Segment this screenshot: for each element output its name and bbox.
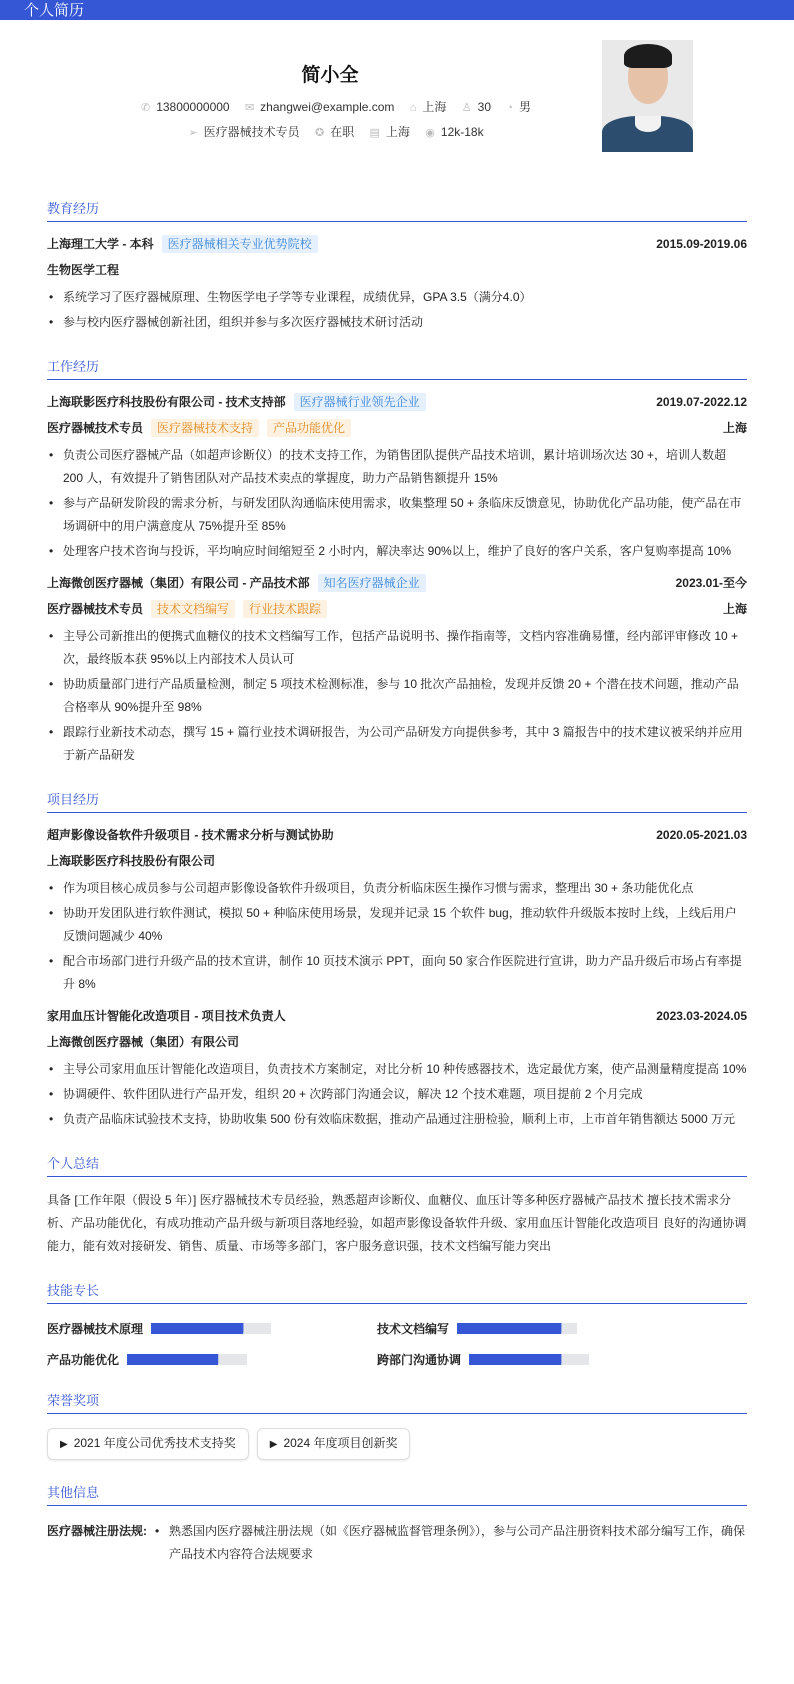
skill-tag: 技术文档编写 bbox=[151, 600, 235, 618]
date: 2015.09-2019.06 bbox=[656, 237, 747, 251]
section-title: 教育经历 bbox=[47, 198, 747, 222]
skill-name: 医疗器械技术原理 bbox=[47, 1322, 144, 1336]
section-title: 项目经历 bbox=[47, 789, 747, 813]
school: 上海理工大学 - 本科 bbox=[47, 237, 154, 251]
salary: 12k-18k bbox=[440, 125, 484, 139]
skill-item bbox=[47, 1351, 377, 1368]
age: 30 bbox=[477, 100, 492, 114]
summary-text: 具备 [工作年限（假设 5 年）] 医疗器械技术专员经验，熟悉超声诊断仪、血糖仪、血压计等多种医疗器械产品技术 擅长技术需求分析、产品功能优化，有成功推动产品升级与新项目落地经验，如超声影像设备软件升级、家用血压计智能化改造项目 良好的沟通协调能力，能有效对接研发、销售、质量、市场等多部门，客户服务意识强，技术文档编写能力突出 bbox=[47, 1193, 747, 1253]
list-item: • 作为项目核心成员参与公司超声影像设备软件升级项目，负责分析临床医生操作习惯与需求，整理出 30 + 条功能优化点 bbox=[47, 877, 747, 900]
company-tag: 知名医疗器械企业 bbox=[318, 574, 426, 592]
role: 医疗器械技术专员 bbox=[47, 602, 144, 616]
phone: 13800000000 bbox=[156, 100, 230, 114]
list-item: • 协调硬件、软件团队进行产品开发，组织 20 + 次跨部门沟通会议，解决 12 个技术难题，项目提前 2 个月完成 bbox=[47, 1083, 747, 1106]
gender-icon: ◔ bbox=[506, 102, 514, 114]
skill-level-fill bbox=[469, 1354, 561, 1365]
skill-level-fill bbox=[457, 1323, 561, 1334]
email: zhangwei@example.com bbox=[260, 100, 395, 114]
company: 上海联影医疗科技股份有限公司 - 技术支持部 bbox=[47, 395, 286, 409]
list-item: • 参与产品研发阶段的需求分析，与研发团队沟通临床使用需求，收集整理 50 + 条临床反馈意见，协助优化产品功能，使产品在市场调研中的用户满意度从 75%提升至 85% bbox=[47, 492, 747, 538]
skill-tag: 医疗器械技术支持 bbox=[151, 419, 259, 437]
location: 上海 bbox=[722, 421, 747, 435]
school-tag: 医疗器械相关专业优势院校 bbox=[162, 235, 318, 253]
list-item: • 配合市场部门进行升级产品的技术宣讲，制作 10 页技术演示 PPT，面向 50 家合作医院进行宣讲，助力产品升级后市场占有率提升 8% bbox=[47, 950, 747, 996]
building-icon: ▤ bbox=[369, 127, 380, 139]
date: 2020.05-2021.03 bbox=[656, 828, 747, 842]
section-title: 其他信息 bbox=[47, 1482, 747, 1506]
list-item: • 负责公司医疗器械产品（如超声诊断仪）的技术支持工作，为销售团队提供产品技术培训，累计培训场次达 30 +，培训人数超 200 人，有效提升了销售团队对产品技术卖点的掌握度，助力产品销售额提升 15% bbox=[47, 444, 747, 490]
gender: 男 bbox=[519, 100, 532, 114]
other-label: 医疗器械注册法规: bbox=[47, 1524, 147, 1538]
skill-name: 跨部门沟通协调 bbox=[377, 1353, 462, 1367]
work-item bbox=[47, 573, 747, 767]
work-section bbox=[47, 356, 747, 767]
skill-item bbox=[377, 1351, 697, 1368]
list-item: • 协助开发团队进行软件测试，模拟 50 + 种临床使用场景，发现并记录 15 个软件 bug，推动软件升级版本按时上线，上线后用户反馈问题减少 40% bbox=[47, 902, 747, 948]
contact-row bbox=[0, 98, 660, 115]
phone-icon: ✆ bbox=[140, 102, 151, 114]
list-item: • 主导公司家用血压计智能化改造项目，负责技术方案制定，对比分析 10 种传感器技术，选定最优方案，使产品测量精度提高 10% bbox=[47, 1058, 747, 1081]
awards-section bbox=[47, 1390, 747, 1460]
other-text: • 熟悉国内医疗器械注册法规（如《医疗器械监督管理条例》），参与公司产品注册资料技术部分编写工作，确保产品技术内容符合法规要求 bbox=[147, 1520, 747, 1566]
city: 上海 bbox=[422, 100, 447, 114]
triangle-right-icon: ▶ bbox=[269, 1439, 278, 1450]
award-item[interactable] bbox=[257, 1428, 411, 1460]
other-section bbox=[47, 1482, 747, 1566]
list-item: • 系统学习了医疗器械原理、生物医学电子学等专业课程，成绩优异，GPA 3.5（满分4.0） bbox=[47, 286, 747, 309]
skills-section bbox=[47, 1280, 747, 1368]
job-intent-row bbox=[0, 123, 660, 140]
project-company: 上海联影医疗科技股份有限公司 bbox=[47, 854, 216, 868]
top-bar bbox=[0, 0, 794, 20]
date: 2019.07-2022.12 bbox=[656, 395, 747, 409]
skill-item bbox=[47, 1320, 377, 1337]
list-item: • 协助质量部门进行产品质量检测，制定 5 项技术检测标准，参与 10 批次产品抽检，发现并反馈 20 + 个潜在技术问题，推动产品合格率从 90%提升至 98% bbox=[47, 673, 747, 719]
section-title: 个人总结 bbox=[47, 1153, 747, 1177]
skill-level-bar bbox=[127, 1354, 247, 1365]
projects-section bbox=[47, 789, 747, 1131]
avatar-photo bbox=[602, 40, 693, 152]
work-item bbox=[47, 392, 747, 563]
role: 医疗器械技术专员 bbox=[47, 421, 144, 435]
location: 上海 bbox=[722, 602, 747, 616]
section-title: 技能专长 bbox=[47, 1280, 747, 1304]
skill-level-fill bbox=[151, 1323, 243, 1334]
project-company: 上海微创医疗器械（集团）有限公司 bbox=[47, 1035, 240, 1049]
profile-header bbox=[0, 20, 794, 170]
page-title: 个人简历 bbox=[24, 2, 85, 19]
list-item: • 跟踪行业新技术动态，撰写 15 + 篇行业技术调研报告，为公司产品研发方向提供参考，其中 3 篇报告中的技术建议被采纳并应用于新产品研发 bbox=[47, 721, 747, 767]
summary-section bbox=[47, 1153, 747, 1258]
skill-level-bar bbox=[151, 1323, 271, 1334]
status-icon: ✪ bbox=[314, 127, 325, 139]
date: 2023.03-2024.05 bbox=[656, 1009, 747, 1023]
project-name: 超声影像设备软件升级项目 - 技术需求分析与测试协助 bbox=[47, 828, 334, 842]
section-title: 荣誉奖项 bbox=[47, 1390, 747, 1414]
target-position: 医疗器械技术专员 bbox=[203, 125, 300, 139]
company-tag: 医疗器械行业领先企业 bbox=[294, 393, 426, 411]
candidate-name: 简小全 bbox=[301, 65, 359, 86]
project-name: 家用血压计智能化改造项目 - 项目技术负责人 bbox=[47, 1009, 286, 1023]
target-city: 上海 bbox=[385, 125, 410, 139]
list-item: • 参与校内医疗器械创新社团，组织并参与多次医疗器械技术研讨活动 bbox=[47, 311, 747, 334]
job-status: 在职 bbox=[330, 125, 355, 139]
section-title: 工作经历 bbox=[47, 356, 747, 380]
award-label: 2021 年度公司优秀技术支持奖 bbox=[73, 1436, 236, 1450]
email-icon: ✉ bbox=[244, 102, 255, 114]
company: 上海微创医疗器械（集团）有限公司 - 产品技术部 bbox=[47, 576, 310, 590]
skill-tag: 产品功能优化 bbox=[267, 419, 351, 437]
award-label: 2024 年度项目创新奖 bbox=[283, 1436, 398, 1450]
project-item bbox=[47, 825, 747, 996]
education-section bbox=[47, 198, 747, 334]
triangle-right-icon: ▶ bbox=[60, 1439, 68, 1450]
salary-icon: ◉ bbox=[425, 127, 435, 139]
home-icon: ⌂ bbox=[409, 102, 417, 114]
send-icon: ➢ bbox=[188, 127, 198, 139]
skill-level-fill bbox=[127, 1354, 218, 1365]
skill-name: 技术文档编写 bbox=[377, 1322, 450, 1336]
list-item: • 负责产品临床试验技术支持，协助收集 500 份有效临床数据，推动产品通过注册检验，顺利上市，上市首年销售额达 5000 万元 bbox=[47, 1108, 747, 1131]
project-item bbox=[47, 1006, 747, 1131]
list-item: • 处理客户技术咨询与投诉，平均响应时间缩短至 2 小时内，解决率达 90%以上，维护了良好的客户关系，客户复购率提高 10% bbox=[47, 540, 747, 563]
award-item[interactable] bbox=[47, 1428, 249, 1460]
skill-level-bar bbox=[469, 1354, 589, 1365]
date: 2023.01-至今 bbox=[675, 576, 747, 590]
skill-tag: 行业技术跟踪 bbox=[243, 600, 327, 618]
major: 生物医学工程 bbox=[47, 263, 120, 277]
skill-item bbox=[377, 1320, 697, 1337]
skill-name: 产品功能优化 bbox=[47, 1353, 120, 1367]
list-item: • 主导公司新推出的便携式血糖仪的技术文档编写工作，包括产品说明书、操作指南等，文档内容准确易懂，经内部评审修改 10 + 次，最终版本获 95%以上内部技术人员认可 bbox=[47, 625, 747, 671]
age-icon: ♙ bbox=[461, 102, 472, 114]
skill-level-bar bbox=[457, 1323, 577, 1334]
